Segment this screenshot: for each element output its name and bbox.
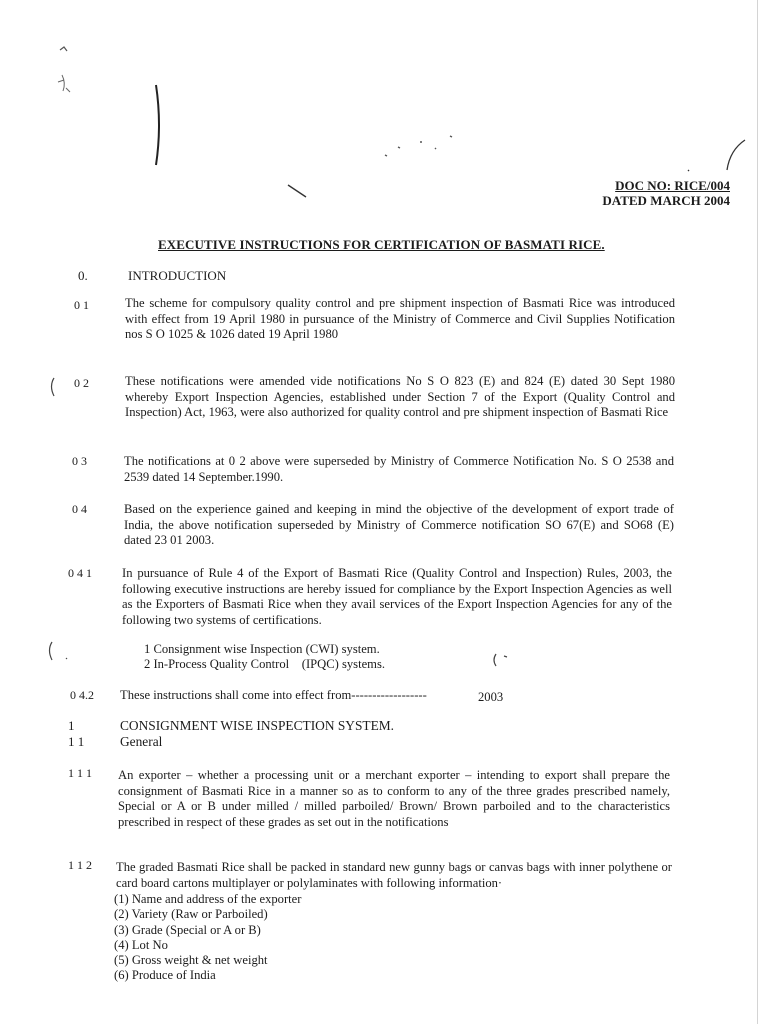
info-list <box>114 892 301 984</box>
para-number: 0 3 <box>72 454 87 468</box>
section-heading: CONSIGNMENT WISE INSPECTION SYSTEM. <box>120 718 395 733</box>
list-item: (6) Produce of India <box>114 968 216 983</box>
scan-marks <box>40 30 760 270</box>
intro-number: 0. <box>78 268 88 283</box>
para-text: These notifications were amended vide notifications No S O 823 (E) and 824 (E) dated 30 Sept 1980 whereby Export Inspection Agencies, established under Section 7 of the Export (Quality Control and Inspection) Act, 1963, were also authorized for quality control and pre shipment inspection of Basmati Rice <box>125 374 675 419</box>
intro-heading: INTRODUCTION <box>128 268 227 283</box>
systems-list <box>144 642 385 673</box>
effect-year: 2003 <box>478 690 504 704</box>
list-item: (5) Gross weight & net weight <box>114 953 268 968</box>
list-item: 1 Consignment wise Inspection (CWI) system. <box>144 642 380 656</box>
list-item: (4) Lot No <box>114 937 168 952</box>
section-number: 1 <box>68 718 75 733</box>
document-title: EXECUTIVE INSTRUCTIONS FOR CERTIFICATION OF BASMATI RICE. <box>158 237 605 252</box>
para-number: 0 2 <box>74 376 89 390</box>
subsection-number: 1 1 <box>68 734 85 749</box>
effect-text: These instructions shall come into effect from------------------ <box>120 688 427 702</box>
list-item: 2 In-Process Quality Control (IPQC) systems. <box>144 657 386 672</box>
para-text: The graded Basmati Rice shall be packed in standard new gunny bags or canvas bags with inner polythene or card board cartons multiplayer or polylaminates with following information· <box>116 860 672 890</box>
para-number: 0 4.2 <box>70 688 94 702</box>
para-text: The scheme for compulsory quality control and pre shipment inspection of Basmati Rice was introduced with effect from 19 April 1980 in pursuance of the Ministry of Commerce and Civil Supplies Notification nos S O 1025 & 1026 dated 19 April 1980 <box>125 296 675 341</box>
para-number: 0 1 <box>74 298 89 312</box>
doc-number: DOC NO: RICE/004 <box>615 178 730 193</box>
doc-date: DATED MARCH 2004 <box>602 193 730 208</box>
list-item: (2) Variety (Raw or Parboiled) <box>114 907 268 922</box>
para-text: An exporter – whether a processing unit or a merchant exporter – intending to export shall prepare the consignment of Basmati Rice in a manner so as to conform to any of the three grades prescribed namely, Special or A or B under milled / milled parboiled/ Brown/ Brown parboiled and to the characteristics prescribed in respect of these grades as set out in the notifications <box>118 768 670 829</box>
list-item: (1) Name and address of the exporter <box>114 892 302 906</box>
margin-mark <box>490 650 520 670</box>
para-number: 1 1 1 <box>68 766 92 780</box>
para-number: 0 4 1 <box>68 566 92 580</box>
para-text: The notifications at 0 2 above were superseded by Ministry of Commerce Notification No. S O 2538 and 2539 dated 14 September.1990. <box>124 454 674 484</box>
para-text: In pursuance of Rule 4 of the Export of Basmati Rice (Quality Control and Inspection) Rules, 2003, the following executive instructions are hereby issued for compliance by the Export Inspection Agencies as well as the Exporters of Basmati Rice when they avail services of the Export Inspection Agencies for any of the following two systems of certifications. <box>122 566 672 627</box>
para-number: 1 1 2 <box>68 858 92 872</box>
para-text: Based on the experience gained and keeping in mind the objective of the development of export trade of India, the above notification superseded by Ministry of Commerce notification SO 67(E) and SO68 (E) dated 23 01 2003. <box>124 502 674 547</box>
list-item: (3) Grade (Special or A or B) <box>114 922 261 937</box>
document-header <box>602 178 730 208</box>
subsection-heading: General <box>120 734 163 749</box>
para-number: 0 4 <box>72 502 87 516</box>
margin-brackets <box>40 370 80 670</box>
